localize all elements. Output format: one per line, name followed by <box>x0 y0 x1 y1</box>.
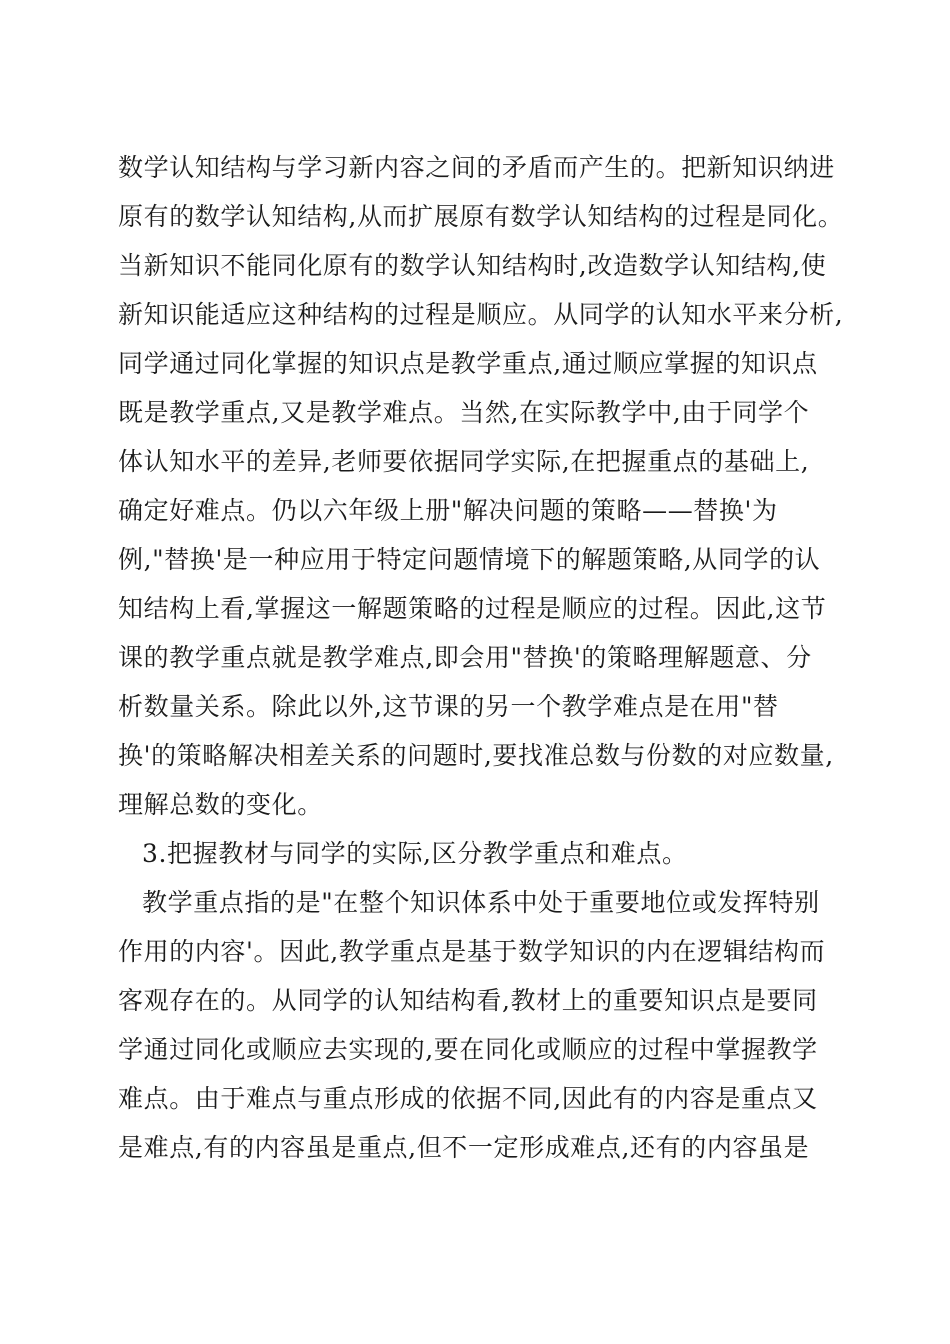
text-line: 学通过同化或顺应去实现的,要在同化或顺应的过程中掌握教学 <box>118 1035 818 1064</box>
text-line: 同学通过同化掌握的知识点是教学重点,通过顺应掌握的知识点 <box>118 349 818 378</box>
section-heading: 3.把握教材与同学的实际,区分教学重点和难点。 <box>142 839 688 868</box>
text-line: 体认知水平的差异,老师要依据同学实际,在把握重点的基础上, <box>118 447 810 476</box>
text-line: 客观存在的。从同学的认知结构看,教材上的重要知识点是要同 <box>118 986 818 1015</box>
text-line: 作用的内容'。因此,教学重点是基于数学知识的内在逻辑结构而 <box>118 937 826 966</box>
text-line: 原有的数学认知结构,从而扩展原有数学认知结构的过程是同化。 <box>118 202 844 231</box>
text-line: 课的教学重点就是教学难点,即会用"替换'的策略理解题意、分 <box>118 643 812 672</box>
text-line: 教学重点指的是"在整个知识体系中处于重要地位或发挥特别 <box>142 888 820 917</box>
text-line: 新知识能适应这种结构的过程是顺应。从同学的认知水平来分析, <box>118 300 844 329</box>
text-line: 是难点,有的内容虽是重点,但不一定形成难点,还有的内容虽是 <box>118 1133 810 1162</box>
text-line: 理解总数的变化。 <box>118 790 323 819</box>
text-line: 例,"替换'是一种应用于特定问题情境下的解题策略,从同学的认 <box>118 545 821 574</box>
text-line: 知结构上看,掌握这一解题策略的过程是顺应的过程。因此,这节 <box>118 594 827 623</box>
text-line: 数学认知结构与学习新内容之间的矛盾而产生的。把新知识纳进 <box>118 153 835 182</box>
text-line: 既是教学重点,又是教学难点。当然,在实际教学中,由于同学个 <box>118 398 810 427</box>
text-line: 当新知识不能同化原有的数学认知结构时,改造数学认知结构,使 <box>118 251 827 280</box>
text-line: 难点。由于难点与重点形成的依据不同,因此有的内容是重点又 <box>118 1084 818 1113</box>
text-line: 确定好难点。仍以六年级上册"解决问题的策略——替换'为 <box>118 496 778 525</box>
text-line: 换'的策略解决相差关系的问题时,要找准总数与份数的对应数量, <box>118 741 834 770</box>
text-line: 析数量关系。除此以外,这节课的另一个教学难点是在用"替 <box>118 692 779 721</box>
